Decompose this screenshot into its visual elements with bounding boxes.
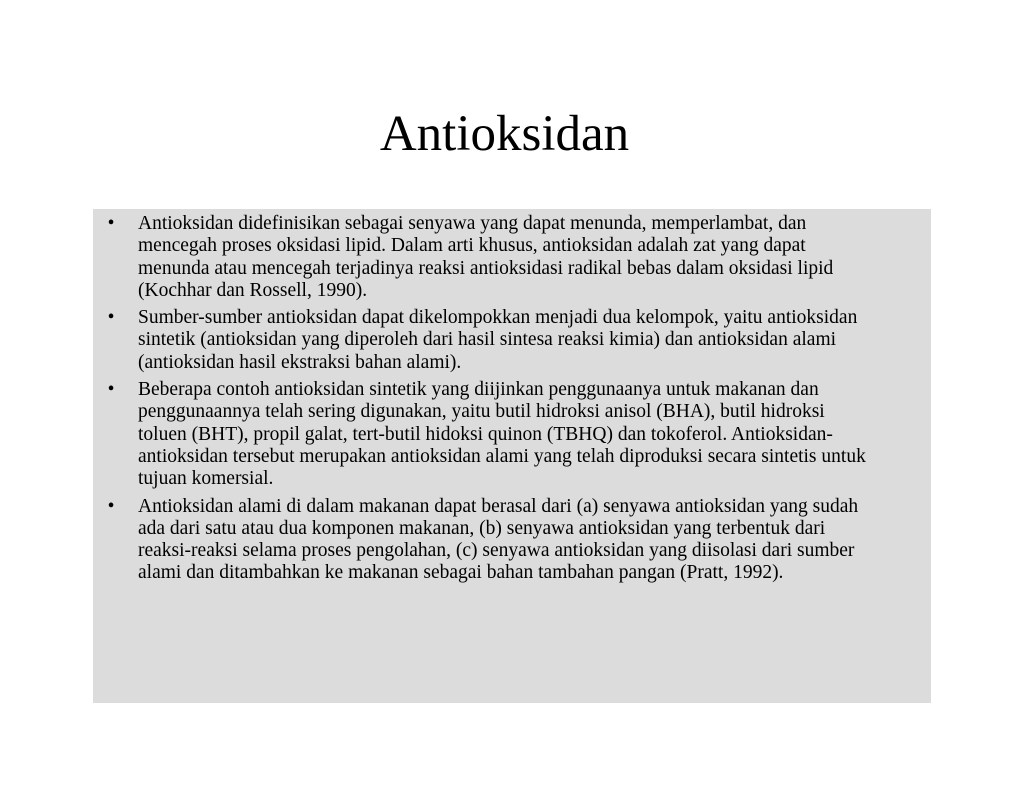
bullet-text: Beberapa contoh antioksidan sintetik yang diijinkan penggunaanya untuk makanan dan penggunaannya telah sering digunakan, yaitu butil hidroksi anisol (BHA), butil hidroksi toluen (BHT), propil galat, tert-butil hidoksi quinon (TBHQ) dan tokoferol. Antioksidan-antioksidan tersebut merupakan antioksidan alami yang telah diproduksi secara sintetis untuk tujuan komersial. (138, 379, 866, 490)
bullet-item-sources (93, 307, 931, 374)
bullet-item-synthetic-examples (93, 379, 931, 490)
bullet-dot-icon: • (107, 495, 115, 517)
bullet-dot-icon: • (107, 307, 115, 329)
bullet-item-natural-antioxidants (93, 496, 931, 585)
bullet-text: Antioksidan alami di dalam makanan dapat berasal dari (a) senyawa antioksidan yang sudah ada dari satu atau dua komponen makanan, (b) senyawa antioksidan yang terbentuk dari reaksi-reaksi selama proses pengolahan, (c) senyawa antioksidan yang diisolasi dari sumber alami dan ditambahkan ke makanan sebagai bahan tambahan pangan (Pratt, 1992). (138, 495, 859, 584)
content-box (93, 209, 931, 703)
bullet-text: Sumber-sumber antioksidan dapat dikelompokkan menjadi dua kelompok, yaitu antioksidan sintetik (antioksidan yang diperoleh dari hasil sintesa reaksi kimia) dan antioksidan alami (antioksidan hasil ekstraksi bahan alami). (138, 307, 858, 373)
bullet-text: Antioksidan didefinisikan sebagai senyawa yang dapat menunda, memperlambat, dan mencegah proses oksidasi lipid. Dalam arti khusus, antioksidan adalah zat yang dapat menunda atau mencegah terjadinya reaksi antioksidasi radikal bebas dalam oksidasi lipid (Kochhar dan Rossell, 1990). (138, 213, 834, 301)
bullet-dot-icon: • (107, 379, 115, 401)
slide-title: Antioksidan (379, 106, 630, 162)
bullet-dot-icon: • (107, 213, 115, 234)
bullet-list (93, 213, 931, 590)
bullet-item-definition (93, 213, 931, 302)
